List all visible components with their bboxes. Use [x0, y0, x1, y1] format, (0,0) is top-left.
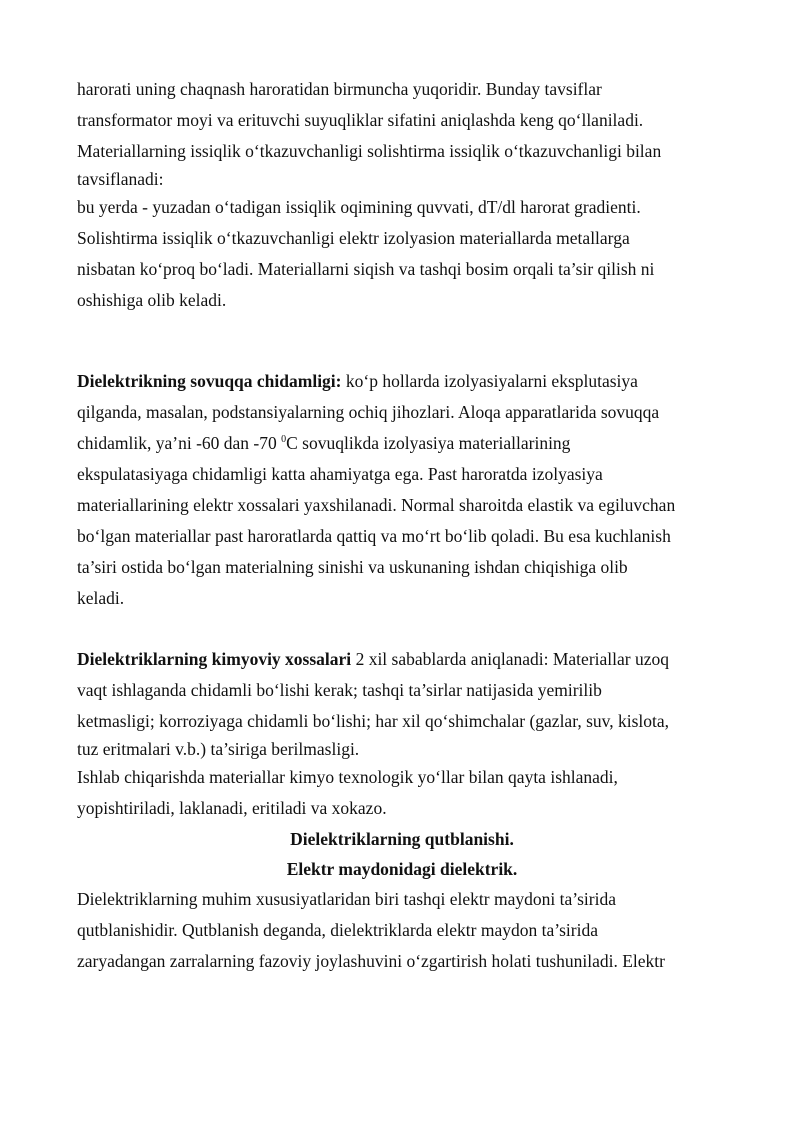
paragraph-frost-resistance [77, 366, 727, 614]
text-line: qilganda, masalan, podstansiyalarning ochiq jihozlari. Aloqa apparatlarida sovuqqa [77, 402, 660, 422]
text-run: ko‘p hollarda izolyasiyalarni eksplutasiya [341, 371, 638, 391]
text-line: materiallarining elektr xossalari yaxshilanadi. Normal sharoitda elastik va egiluvchan [77, 495, 676, 515]
document-page [77, 74, 727, 977]
paragraph-thermal-conductivity [77, 74, 727, 316]
paragraph-heading: Dielektrikning sovuqqa chidamligi: [77, 371, 342, 391]
text-line: yopishtiriladi, laklanadi, eritiladi va xokazo. [77, 798, 387, 818]
section-title: Dielektriklarning qutblanishi. [290, 829, 514, 849]
text-run: 2 xil sabablarda aniqlanadi: Materiallar uzoq [351, 649, 669, 669]
text-line: Ishlab chiqarishda materiallar kimyo texnologik yo‘llar bilan qayta ishlanadi, [77, 767, 618, 787]
text-line: harorati uning chaqnash haroratidan birmuncha yuqoridir. Bunday tavsiflar [77, 79, 602, 99]
text-run: C sovuqlikda izolyasiya materiallarining [286, 433, 571, 453]
paragraph-spacer [77, 316, 727, 366]
text-line: bo‘lgan materiallar past haroratlarda qattiq va mo‘rt bo‘lib qoladi. Bu esa kuchlanish [77, 526, 671, 546]
text-line: oshishiga olib keladi. [77, 290, 227, 310]
section-polarization [77, 824, 727, 977]
text-line: qutblanishidir. Qutblanish deganda, dielektriklarda elektr maydon ta’sirida [77, 920, 598, 940]
section-subtitle: Elektr maydonidagi dielektrik. [286, 859, 518, 879]
text-line [77, 428, 727, 459]
text-line [77, 644, 727, 675]
text-line: ekspulatasiyaga chidamligi katta ahamiyatga ega. Past haroratda izolyasiya [77, 464, 603, 484]
text-line: Solishtirma issiqlik o‘tkazuvchanligi elektr izolyasion materiallarda metallarga [77, 228, 630, 248]
paragraph-heading: Dielektriklarning kimyoviy xossalari [77, 649, 352, 669]
text-line: bu yerda - yuzadan o‘tadigan issiqlik oqimining quvvati, dT/dl harorat gradienti. [77, 197, 641, 217]
text-line: ta’siri ostida bo‘lgan materialning sinishi va uskunaning ishdan chiqishiga olib [77, 557, 628, 577]
text-line: Materiallarning issiqlik o‘tkazuvchanligi solishtirma issiqlik o‘tkazuvchanligi bilan [77, 141, 662, 161]
text-run: chidamlik, ya’ni -60 dan -70 [77, 433, 282, 453]
paragraph-spacer [77, 614, 727, 644]
text-line: ketmasligi; korroziyaga chidamli bo‘lishi; har xil qo‘shimchalar (gazlar, suv, kislota, [77, 711, 670, 731]
text-line: transformator moyi va erituvchi suyuqliklar sifatini aniqlashda keng qo‘llaniladi. [77, 110, 644, 130]
superscript-degree: 0 [281, 434, 287, 446]
paragraph-chemical-properties [77, 644, 727, 824]
text-line: vaqt ishlaganda chidamli bo‘lishi kerak; tashqi ta’sirlar natijasida yemirilib [77, 680, 602, 700]
text-line: Dielektriklarning muhim xususiyatlaridan biri tashqi elektr maydoni ta’sirida [77, 889, 616, 909]
text-line: tavsiflanadi: [77, 169, 164, 189]
text-line: tuz eritmalari v.b.) ta’siriga berilmasligi. [77, 739, 360, 759]
text-line: keladi. [77, 588, 125, 608]
text-line: zaryadangan zarralarning fazoviy joylashuvini o‘zgartirish holati tushuniladi. Elektr [77, 951, 665, 971]
text-line: nisbatan ko‘proq bo‘ladi. Materiallarni siqish va tashqi bosim orqali ta’sir qilish ni [77, 259, 655, 279]
text-line [77, 366, 727, 397]
